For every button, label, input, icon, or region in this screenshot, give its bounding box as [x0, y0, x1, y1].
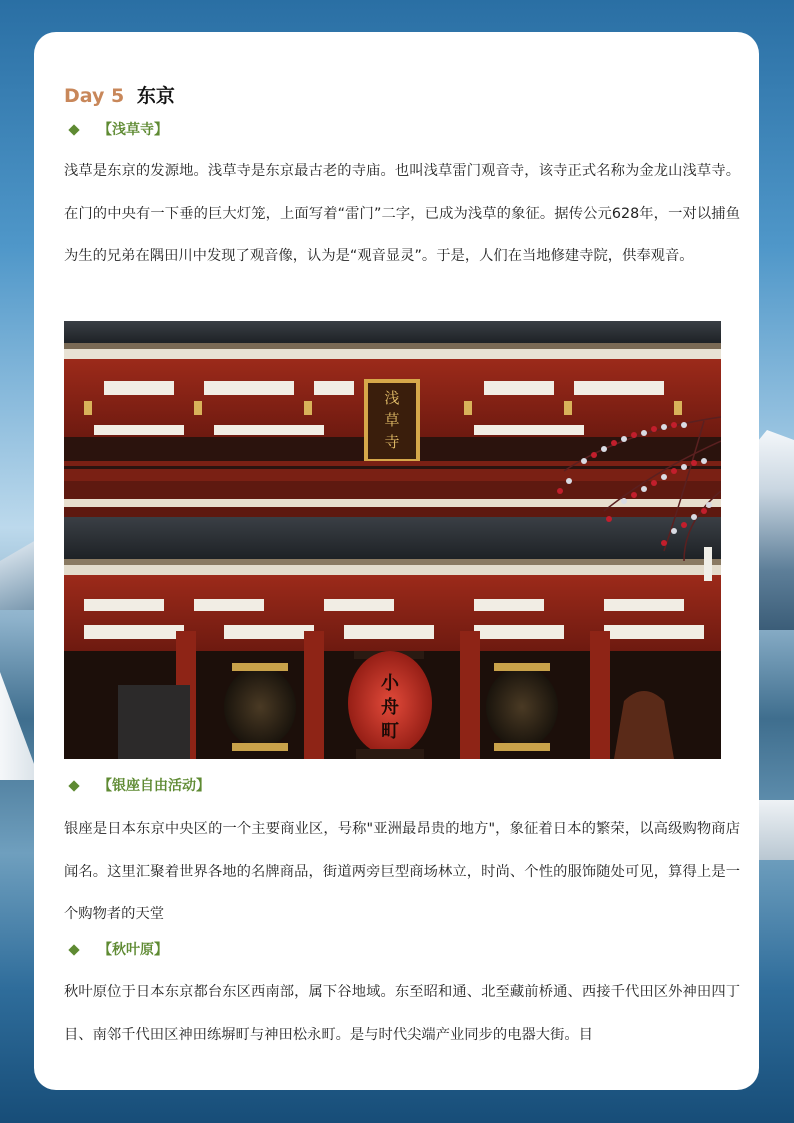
section-heading-ginza [64, 776, 210, 796]
itinerary-card [34, 32, 759, 1090]
svg-text:草: 草 [384, 411, 400, 429]
section-heading-sensoji [64, 120, 168, 140]
svg-text:小: 小 [381, 673, 399, 694]
svg-text:浅: 浅 [384, 389, 400, 407]
diamond-bullet-icon [68, 124, 79, 135]
diamond-bullet-icon [68, 944, 79, 955]
section-body-akihabara: 秋叶原位于日本东京都台东区西南部，属下谷地域。东至昭和通、北至藏前桥通、西接千代田区外神田四丁目、南邻千代田区神田练塀町与神田松永町。是与时代尖端产业同步的电器大街。目 [64, 984, 740, 1043]
section-body-ginza: 银座是日本东京中央区的一个主要商业区，号称"亚洲最昂贵的地方"，象征着日本的繁荣，以高级购物商店闻名。这里汇聚着世界各地的名牌商品，街道两旁巨型商场林立，时尚、个性的服饰随处可见，算得上是一个购物者的天堂 [64, 821, 740, 922]
section-title: 【秋叶原】 [98, 942, 168, 958]
day-heading [64, 83, 175, 109]
section-body-sensoji: 浅草是东京的发源地。浅草寺是东京最古老的寺庙。也叫浅草雷门观音寺，该寺正式名称为金龙山浅草寺。在门的中央有一下垂的巨大灯笼，上面写着“雷门”二字，已成为浅草的象征。据传公元628年，一对以捕鱼为生的兄弟在隅田川中发现了观音像，认为是“观音显灵”。于是，人们在当地修建寺院，供奉观音。 [64, 163, 740, 264]
svg-text:舟: 舟 [381, 697, 399, 718]
section-title: 【银座自由活动】 [98, 778, 210, 794]
sensoji-kaminarimon-photo [64, 321, 721, 759]
background-pier [754, 800, 794, 860]
section-title: 【浅草寺】 [98, 122, 168, 138]
section-heading-akihabara [64, 940, 168, 960]
diamond-bullet-icon [68, 780, 79, 791]
day-number: Day 5 [64, 85, 125, 107]
svg-text:町: 町 [381, 721, 399, 742]
day-city: 东京 [136, 85, 175, 107]
svg-text:寺: 寺 [384, 433, 400, 451]
